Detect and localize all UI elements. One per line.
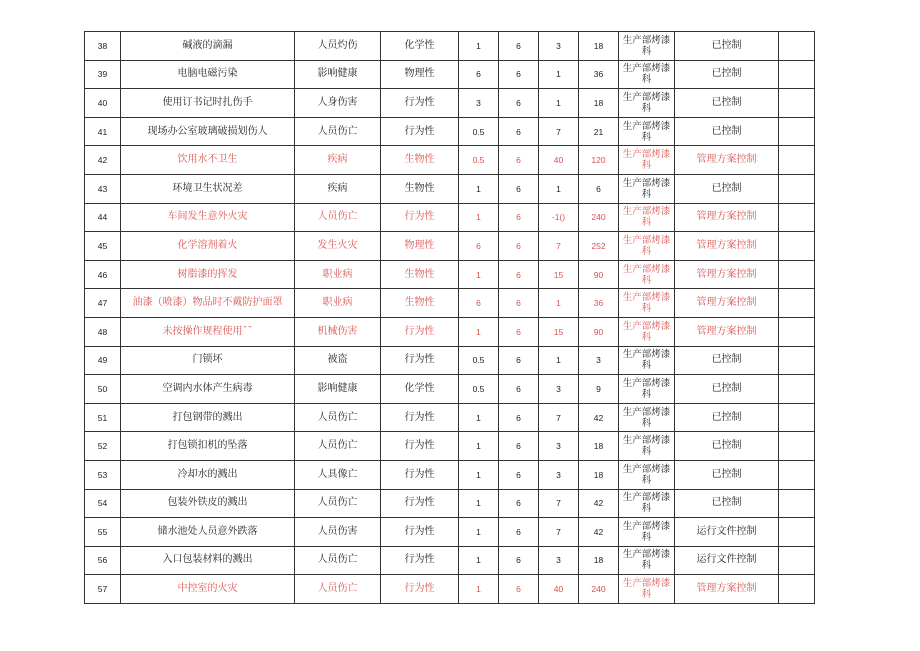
row-number: 42	[85, 146, 121, 175]
e-value-cell: 6	[499, 546, 539, 575]
department-cell: 生产部烤漆科	[619, 89, 675, 118]
row-number: 49	[85, 346, 121, 375]
department-cell: 生产部烤漆科	[619, 432, 675, 461]
blank-cell	[779, 546, 815, 575]
c-value-cell: -1()	[539, 203, 579, 232]
e-value-cell: 6	[499, 346, 539, 375]
control-measure-cell: 管理方案控制	[675, 146, 779, 175]
table-row	[85, 89, 815, 118]
table-row	[85, 460, 815, 489]
e-value-cell: 6	[499, 289, 539, 318]
c-value-cell: 1	[539, 346, 579, 375]
department-cell: 生产部烤漆科	[619, 203, 675, 232]
c-value-cell: 1	[539, 60, 579, 89]
table-row	[85, 32, 815, 61]
type-cell: 生物性	[381, 146, 459, 175]
c-value-cell: 7	[539, 232, 579, 261]
e-value-cell: 6	[499, 575, 539, 604]
hazard-cell: 现场办公室玻璃破损划伤人	[121, 117, 295, 146]
l-value-cell: 0.5	[459, 375, 499, 404]
control-measure-cell: 管理方案控制	[675, 575, 779, 604]
control-measure-cell: 管理方案控制	[675, 289, 779, 318]
control-measure-cell: 运行文件控制	[675, 518, 779, 547]
table-row	[85, 60, 815, 89]
consequence-cell: 人身伤害	[295, 89, 381, 118]
c-value-cell: 1	[539, 174, 579, 203]
department-cell: 生产部烤漆科	[619, 232, 675, 261]
hazard-cell: 树脂漆的挥发	[121, 260, 295, 289]
control-measure-cell: 已控制	[675, 460, 779, 489]
l-value-cell: 1	[459, 575, 499, 604]
consequence-cell: 人具像亡	[295, 460, 381, 489]
control-measure-cell: 已控制	[675, 117, 779, 146]
consequence-cell: 疾病	[295, 174, 381, 203]
e-value-cell: 6	[499, 403, 539, 432]
hazard-cell: 储水池处人员意外跌落	[121, 518, 295, 547]
department-cell: 生产部烤漆科	[619, 60, 675, 89]
blank-cell	[779, 117, 815, 146]
e-value-cell: 6	[499, 518, 539, 547]
consequence-cell: 被盗	[295, 346, 381, 375]
table-row	[85, 117, 815, 146]
control-measure-cell: 已控制	[675, 89, 779, 118]
type-cell: 行为性	[381, 518, 459, 547]
d-value-cell: 21	[579, 117, 619, 146]
table-row	[85, 432, 815, 461]
type-cell: 物理性	[381, 232, 459, 261]
d-value-cell: 36	[579, 60, 619, 89]
department-cell: 生产部烤漆科	[619, 317, 675, 346]
row-number: 48	[85, 317, 121, 346]
c-value-cell: 7	[539, 518, 579, 547]
hazard-cell: 包装外铁皮的溅出	[121, 489, 295, 518]
l-value-cell: 1	[459, 203, 499, 232]
table-row	[85, 346, 815, 375]
consequence-cell: 人员灼伤	[295, 32, 381, 61]
blank-cell	[779, 260, 815, 289]
c-value-cell: 3	[539, 460, 579, 489]
c-value-cell: 3	[539, 32, 579, 61]
d-value-cell: 18	[579, 432, 619, 461]
table-row	[85, 289, 815, 318]
table-row	[85, 174, 815, 203]
e-value-cell: 6	[499, 32, 539, 61]
control-measure-cell: 已控制	[675, 346, 779, 375]
l-value-cell: 1	[459, 32, 499, 61]
e-value-cell: 6	[499, 317, 539, 346]
c-value-cell: 1	[539, 89, 579, 118]
department-cell: 生产部烤漆科	[619, 174, 675, 203]
blank-cell	[779, 174, 815, 203]
consequence-cell: 人员伤害	[295, 518, 381, 547]
row-number: 53	[85, 460, 121, 489]
control-measure-cell: 管理方案控制	[675, 317, 779, 346]
c-value-cell: 40	[539, 146, 579, 175]
type-cell: 生物性	[381, 289, 459, 318]
l-value-cell: 6	[459, 60, 499, 89]
type-cell: 化学性	[381, 375, 459, 404]
department-cell: 生产部烤漆科	[619, 375, 675, 404]
d-value-cell: 18	[579, 546, 619, 575]
l-value-cell: 1	[459, 260, 499, 289]
row-number: 50	[85, 375, 121, 404]
e-value-cell: 6	[499, 232, 539, 261]
table-row	[85, 232, 815, 261]
control-measure-cell: 管理方案控制	[675, 203, 779, 232]
blank-cell	[779, 289, 815, 318]
l-value-cell: 0.5	[459, 117, 499, 146]
department-cell: 生产部烤漆科	[619, 289, 675, 318]
e-value-cell: 6	[499, 260, 539, 289]
c-value-cell: 7	[539, 489, 579, 518]
row-number: 43	[85, 174, 121, 203]
d-value-cell: 9	[579, 375, 619, 404]
type-cell: 行为性	[381, 575, 459, 604]
hazard-cell: 车间发生意外火灾	[121, 203, 295, 232]
table-row	[85, 317, 815, 346]
l-value-cell: 1	[459, 546, 499, 575]
consequence-cell: 职业病	[295, 260, 381, 289]
e-value-cell: 6	[499, 375, 539, 404]
type-cell: 行为性	[381, 89, 459, 118]
consequence-cell: 机械伤害	[295, 317, 381, 346]
d-value-cell: 18	[579, 89, 619, 118]
type-cell: 行为性	[381, 117, 459, 146]
consequence-cell: 影响健康	[295, 60, 381, 89]
blank-cell	[779, 146, 815, 175]
type-cell: 行为性	[381, 489, 459, 518]
hazard-cell: 打包锁扣机的坠落	[121, 432, 295, 461]
row-number: 40	[85, 89, 121, 118]
hazard-cell: 打包钢带的溅出	[121, 403, 295, 432]
d-value-cell: 3	[579, 346, 619, 375]
control-measure-cell: 已控制	[675, 174, 779, 203]
blank-cell	[779, 432, 815, 461]
table-row	[85, 489, 815, 518]
d-value-cell: 18	[579, 32, 619, 61]
e-value-cell: 6	[499, 489, 539, 518]
blank-cell	[779, 89, 815, 118]
table-row	[85, 260, 815, 289]
blank-cell	[779, 403, 815, 432]
l-value-cell: 0.5	[459, 346, 499, 375]
hazard-cell: 使用订书记时扎伤手	[121, 89, 295, 118]
e-value-cell: 6	[499, 203, 539, 232]
department-cell: 生产部烤漆科	[619, 146, 675, 175]
d-value-cell: 90	[579, 317, 619, 346]
blank-cell	[779, 60, 815, 89]
row-number: 57	[85, 575, 121, 604]
hazard-cell: 未按操作规程使用¯¯	[121, 317, 295, 346]
department-cell: 生产部烤漆科	[619, 546, 675, 575]
c-value-cell: 3	[539, 375, 579, 404]
d-value-cell: 6	[579, 174, 619, 203]
department-cell: 生产部烤漆科	[619, 489, 675, 518]
blank-cell	[779, 375, 815, 404]
e-value-cell: 6	[499, 117, 539, 146]
department-cell: 生产部烤漆科	[619, 460, 675, 489]
blank-cell	[779, 460, 815, 489]
c-value-cell: 3	[539, 546, 579, 575]
consequence-cell: 发生火灾	[295, 232, 381, 261]
l-value-cell: 1	[459, 489, 499, 518]
blank-cell	[779, 317, 815, 346]
control-measure-cell: 已控制	[675, 60, 779, 89]
d-value-cell: 240	[579, 203, 619, 232]
control-measure-cell: 已控制	[675, 32, 779, 61]
hazard-cell: 饮用水不卫生	[121, 146, 295, 175]
blank-cell	[779, 575, 815, 604]
l-value-cell: 6	[459, 289, 499, 318]
row-number: 39	[85, 60, 121, 89]
consequence-cell: 疾病	[295, 146, 381, 175]
type-cell: 生物性	[381, 260, 459, 289]
row-number: 55	[85, 518, 121, 547]
department-cell: 生产部烤漆科	[619, 260, 675, 289]
table-row	[85, 575, 815, 604]
consequence-cell: 人员伤亡	[295, 432, 381, 461]
hazard-cell: 电脑电磁污染	[121, 60, 295, 89]
c-value-cell: 15	[539, 317, 579, 346]
table-row	[85, 546, 815, 575]
row-number: 54	[85, 489, 121, 518]
d-value-cell: 240	[579, 575, 619, 604]
control-measure-cell: 已控制	[675, 432, 779, 461]
d-value-cell: 42	[579, 489, 619, 518]
control-measure-cell: 已控制	[675, 375, 779, 404]
control-measure-cell: 运行文件控制	[675, 546, 779, 575]
row-number: 41	[85, 117, 121, 146]
type-cell: 行为性	[381, 346, 459, 375]
department-cell: 生产部烤漆科	[619, 403, 675, 432]
control-measure-cell: 已控制	[675, 403, 779, 432]
row-number: 38	[85, 32, 121, 61]
blank-cell	[779, 203, 815, 232]
type-cell: 行为性	[381, 460, 459, 489]
consequence-cell: 影响健康	[295, 375, 381, 404]
blank-cell	[779, 518, 815, 547]
table-row	[85, 518, 815, 547]
c-value-cell: 15	[539, 260, 579, 289]
type-cell: 行为性	[381, 546, 459, 575]
hazard-cell: 门锁坏	[121, 346, 295, 375]
c-value-cell: 40	[539, 575, 579, 604]
department-cell: 生产部烤漆科	[619, 518, 675, 547]
consequence-cell: 人员伤亡	[295, 117, 381, 146]
e-value-cell: 6	[499, 60, 539, 89]
table-row	[85, 146, 815, 175]
row-number: 44	[85, 203, 121, 232]
consequence-cell: 职业病	[295, 289, 381, 318]
row-number: 47	[85, 289, 121, 318]
hazard-cell: 入口包装材料的溅出	[121, 546, 295, 575]
d-value-cell: 42	[579, 518, 619, 547]
type-cell: 生物性	[381, 174, 459, 203]
control-measure-cell: 管理方案控制	[675, 260, 779, 289]
row-number: 51	[85, 403, 121, 432]
row-number: 56	[85, 546, 121, 575]
l-value-cell: 3	[459, 89, 499, 118]
l-value-cell: 1	[459, 317, 499, 346]
consequence-cell: 人员伤亡	[295, 203, 381, 232]
blank-cell	[779, 32, 815, 61]
department-cell: 生产部烤漆科	[619, 575, 675, 604]
c-value-cell: 1	[539, 289, 579, 318]
e-value-cell: 6	[499, 89, 539, 118]
blank-cell	[779, 232, 815, 261]
blank-cell	[779, 489, 815, 518]
d-value-cell: 18	[579, 460, 619, 489]
consequence-cell: 人员伤亡	[295, 403, 381, 432]
department-cell: 生产部烤漆科	[619, 117, 675, 146]
hazard-cell: 碱液的滴漏	[121, 32, 295, 61]
c-value-cell: 3	[539, 432, 579, 461]
control-measure-cell: 已控制	[675, 489, 779, 518]
hazard-cell: 环境卫生状况差	[121, 174, 295, 203]
l-value-cell: 1	[459, 432, 499, 461]
blank-cell	[779, 346, 815, 375]
type-cell: 行为性	[381, 432, 459, 461]
row-number: 45	[85, 232, 121, 261]
hazard-cell: 油漆（喷漆）物品时不戴防护面罩	[121, 289, 295, 318]
hazard-cell: 冷却水的溅出	[121, 460, 295, 489]
table-row	[85, 403, 815, 432]
e-value-cell: 6	[499, 460, 539, 489]
consequence-cell: 人员伤亡	[295, 575, 381, 604]
l-value-cell: 1	[459, 403, 499, 432]
c-value-cell: 7	[539, 117, 579, 146]
l-value-cell: 1	[459, 518, 499, 547]
hazard-cell: 中控室的火灾	[121, 575, 295, 604]
table-row	[85, 375, 815, 404]
type-cell: 行为性	[381, 317, 459, 346]
table-row	[85, 203, 815, 232]
c-value-cell: 7	[539, 403, 579, 432]
d-value-cell: 36	[579, 289, 619, 318]
e-value-cell: 6	[499, 146, 539, 175]
d-value-cell: 90	[579, 260, 619, 289]
hazard-table	[84, 31, 815, 604]
row-number: 46	[85, 260, 121, 289]
type-cell: 行为性	[381, 203, 459, 232]
e-value-cell: 6	[499, 174, 539, 203]
type-cell: 行为性	[381, 403, 459, 432]
hazard-cell: 空调内水体产生病毒	[121, 375, 295, 404]
d-value-cell: 42	[579, 403, 619, 432]
l-value-cell: 6	[459, 232, 499, 261]
department-cell: 生产部烤漆科	[619, 32, 675, 61]
d-value-cell: 120	[579, 146, 619, 175]
consequence-cell: 人员伤亡	[295, 546, 381, 575]
consequence-cell: 人员伤亡	[295, 489, 381, 518]
d-value-cell: 252	[579, 232, 619, 261]
type-cell: 物理性	[381, 60, 459, 89]
type-cell: 化学性	[381, 32, 459, 61]
l-value-cell: 0.5	[459, 146, 499, 175]
l-value-cell: 1	[459, 174, 499, 203]
hazard-cell: 化学溶剂着火	[121, 232, 295, 261]
e-value-cell: 6	[499, 432, 539, 461]
control-measure-cell: 管理方案控制	[675, 232, 779, 261]
l-value-cell: 1	[459, 460, 499, 489]
row-number: 52	[85, 432, 121, 461]
department-cell: 生产部烤漆科	[619, 346, 675, 375]
